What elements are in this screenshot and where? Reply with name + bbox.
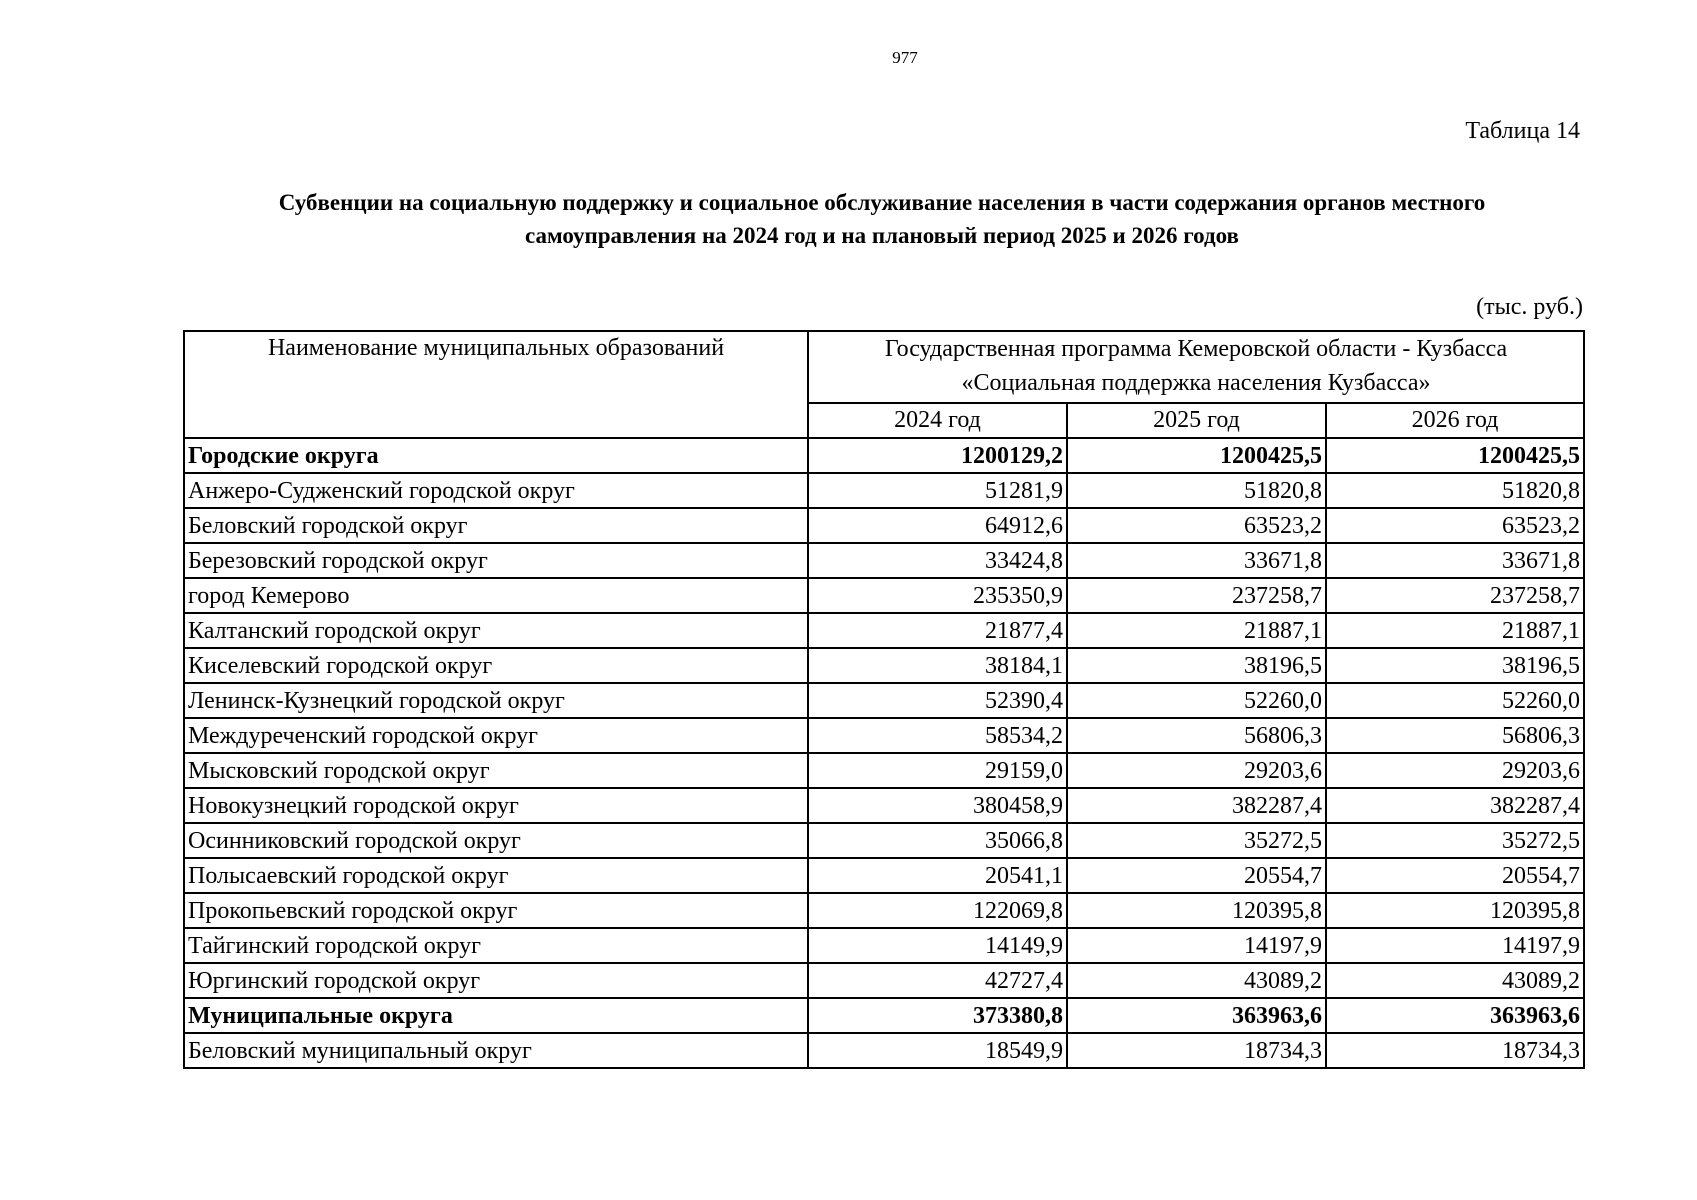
value-2024-cell: 33424,8 — [808, 543, 1067, 578]
table-row — [184, 508, 1584, 543]
value-2026-cell: 382287,4 — [1326, 788, 1584, 823]
value-2025-cell: 363963,6 — [1067, 998, 1326, 1033]
value-2024-cell: 18549,9 — [808, 1033, 1067, 1068]
table-row — [184, 648, 1584, 683]
value-2026-cell: 56806,3 — [1326, 718, 1584, 753]
value-2026-cell: 29203,6 — [1326, 753, 1584, 788]
municipality-name-cell: Новокузнецкий городской округ — [184, 788, 808, 823]
value-2024-cell: 235350,9 — [808, 578, 1067, 613]
value-2025-cell: 1200425,5 — [1067, 438, 1326, 473]
municipality-name-cell: Ленинск-Кузнецкий городской округ — [184, 683, 808, 718]
value-2024-cell: 35066,8 — [808, 823, 1067, 858]
value-2024-cell: 64912,6 — [808, 508, 1067, 543]
header-year-2024: 2024 год — [808, 403, 1067, 438]
table-group-row — [184, 998, 1584, 1033]
table-row — [184, 823, 1584, 858]
value-2026-cell: 14197,9 — [1326, 928, 1584, 963]
municipality-name-cell: Осинниковский городской округ — [184, 823, 808, 858]
municipality-name-cell: Мысковский городской округ — [184, 753, 808, 788]
municipality-name-cell: Киселевский городской округ — [184, 648, 808, 683]
subventions-table — [183, 330, 1585, 1069]
municipality-name-cell: Анжеро-Судженский городской округ — [184, 473, 808, 508]
value-2025-cell: 38196,5 — [1067, 648, 1326, 683]
value-2024-cell: 373380,8 — [808, 998, 1067, 1033]
table-row — [184, 858, 1584, 893]
table-row — [184, 1033, 1584, 1068]
value-2026-cell: 1200425,5 — [1326, 438, 1584, 473]
value-2024-cell: 14149,9 — [808, 928, 1067, 963]
table-row — [184, 963, 1584, 998]
table-row — [184, 928, 1584, 963]
municipality-name-cell: Междуреченский городской округ — [184, 718, 808, 753]
value-2024-cell: 58534,2 — [808, 718, 1067, 753]
value-2026-cell: 63523,2 — [1326, 508, 1584, 543]
value-2026-cell: 52260,0 — [1326, 683, 1584, 718]
header-year-2026: 2026 год — [1326, 403, 1584, 438]
value-2026-cell: 35272,5 — [1326, 823, 1584, 858]
value-2025-cell: 63523,2 — [1067, 508, 1326, 543]
value-2025-cell: 382287,4 — [1067, 788, 1326, 823]
document-title-line-1: Субвенции на социальную поддержку и социальное обслуживание населения в части содержания органов местного — [278, 190, 1486, 215]
table-row — [184, 718, 1584, 753]
table-body — [184, 438, 1584, 1068]
table-row — [184, 788, 1584, 823]
document-title — [184, 186, 1580, 252]
table-row — [184, 753, 1584, 788]
municipality-name-cell: Калтанский городской округ — [184, 613, 808, 648]
value-2025-cell: 120395,8 — [1067, 893, 1326, 928]
value-2026-cell: 237258,7 — [1326, 578, 1584, 613]
value-2026-cell: 51820,8 — [1326, 473, 1584, 508]
municipality-name-cell: город Кемерово — [184, 578, 808, 613]
municipality-name-cell: Беловский муниципальный округ — [184, 1033, 808, 1068]
table-row — [184, 613, 1584, 648]
value-2024-cell: 380458,9 — [808, 788, 1067, 823]
value-2025-cell: 33671,8 — [1067, 543, 1326, 578]
header-program-line-1: Государственная программа Кемеровской области - Кузбасса — [884, 336, 1508, 362]
header-year-2025: 2025 год — [1067, 403, 1326, 438]
page-number: 977 — [892, 48, 918, 67]
table-row — [184, 683, 1584, 718]
table-label: Таблица 14 — [1465, 118, 1580, 144]
value-2026-cell: 33671,8 — [1326, 543, 1584, 578]
value-2025-cell: 43089,2 — [1067, 963, 1326, 998]
municipality-name-cell: Тайгинский городской округ — [184, 928, 808, 963]
value-2024-cell: 21877,4 — [808, 613, 1067, 648]
municipality-name-cell: Городские округа — [184, 438, 808, 473]
table-header-row — [184, 331, 1584, 403]
value-2026-cell: 21887,1 — [1326, 613, 1584, 648]
value-2026-cell: 20554,7 — [1326, 858, 1584, 893]
value-2024-cell: 29159,0 — [808, 753, 1067, 788]
value-2025-cell: 18734,3 — [1067, 1033, 1326, 1068]
table-row — [184, 893, 1584, 928]
value-2024-cell: 42727,4 — [808, 963, 1067, 998]
document-title-line-2: самоуправления на 2024 год и на плановый период 2025 и 2026 годов — [525, 223, 1239, 248]
value-2025-cell: 21887,1 — [1067, 613, 1326, 648]
value-2025-cell: 51820,8 — [1067, 473, 1326, 508]
value-2026-cell: 120395,8 — [1326, 893, 1584, 928]
header-name-column: Наименование муниципальных образований — [184, 331, 808, 438]
value-2025-cell: 52260,0 — [1067, 683, 1326, 718]
municipality-name-cell: Полысаевский городской округ — [184, 858, 808, 893]
municipality-name-cell: Беловский городской округ — [184, 508, 808, 543]
value-2024-cell: 20541,1 — [808, 858, 1067, 893]
header-program-line-2: «Социальная поддержка населения Кузбасса» — [961, 370, 1431, 396]
value-2024-cell: 52390,4 — [808, 683, 1067, 718]
value-2025-cell: 20554,7 — [1067, 858, 1326, 893]
value-2026-cell: 38196,5 — [1326, 648, 1584, 683]
value-2026-cell: 43089,2 — [1326, 963, 1584, 998]
table-row — [184, 543, 1584, 578]
value-2026-cell: 18734,3 — [1326, 1033, 1584, 1068]
value-2024-cell: 51281,9 — [808, 473, 1067, 508]
value-2025-cell: 14197,9 — [1067, 928, 1326, 963]
value-2025-cell: 29203,6 — [1067, 753, 1326, 788]
header-program — [808, 331, 1584, 403]
municipality-name-cell: Муниципальные округа — [184, 998, 808, 1033]
table-group-row — [184, 438, 1584, 473]
municipality-name-cell: Березовский городской округ — [184, 543, 808, 578]
value-2024-cell: 122069,8 — [808, 893, 1067, 928]
municipality-name-cell: Прокопьевский городской округ — [184, 893, 808, 928]
value-2025-cell: 237258,7 — [1067, 578, 1326, 613]
table-row — [184, 473, 1584, 508]
municipality-name-cell: Юргинский городской округ — [184, 963, 808, 998]
value-2026-cell: 363963,6 — [1326, 998, 1584, 1033]
value-2024-cell: 1200129,2 — [808, 438, 1067, 473]
value-2025-cell: 35272,5 — [1067, 823, 1326, 858]
value-2025-cell: 56806,3 — [1067, 718, 1326, 753]
value-2024-cell: 38184,1 — [808, 648, 1067, 683]
units-note: (тыс. руб.) — [1476, 294, 1583, 320]
table-row — [184, 578, 1584, 613]
